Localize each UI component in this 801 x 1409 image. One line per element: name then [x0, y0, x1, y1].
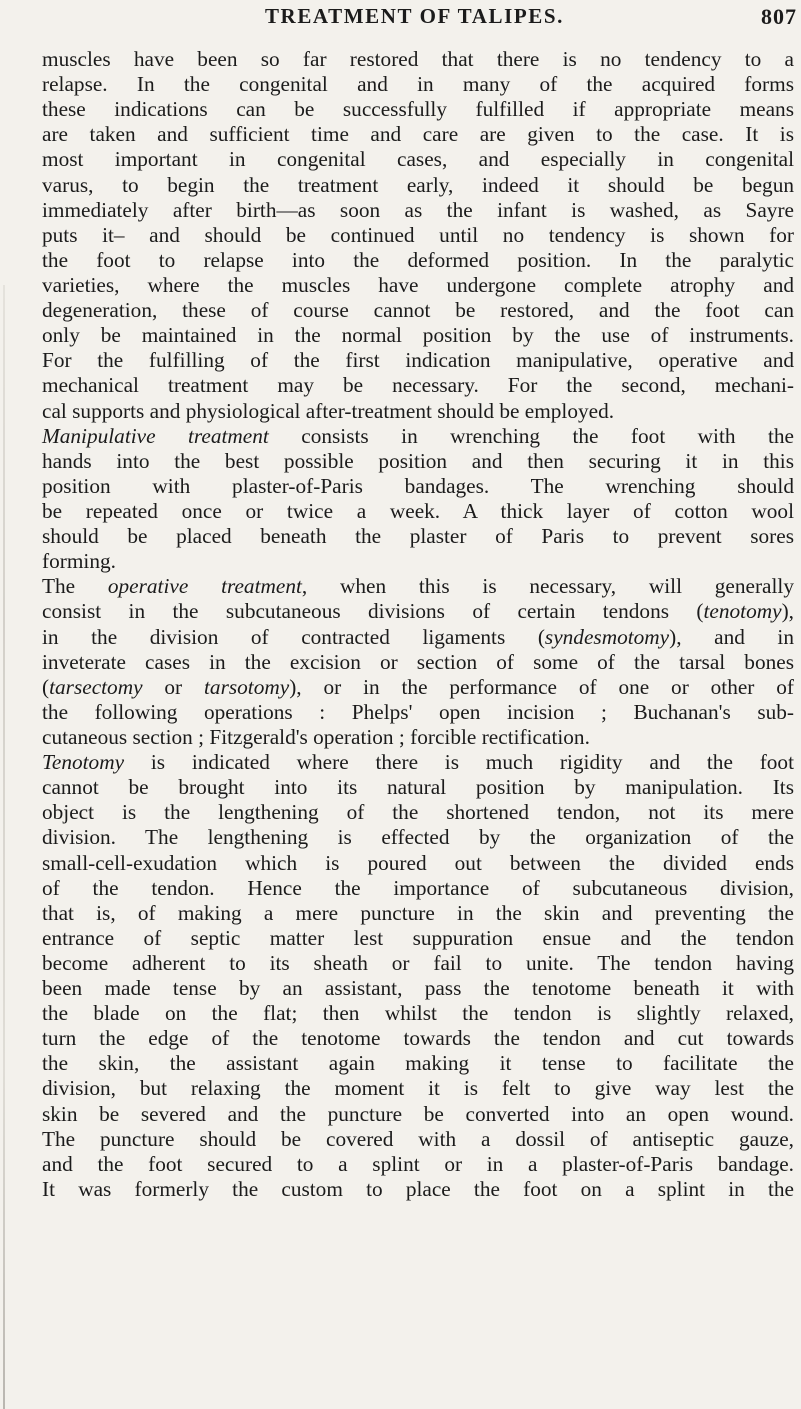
italic-term: tarsectomy — [49, 674, 143, 699]
text-line: inveterate cases in the excision or section of some of the tarsal bones — [42, 649, 794, 674]
text-line: in the division of contracted ligaments (syndesmotomy), and in — [42, 624, 794, 649]
text-line: position with plaster-of-Paris bandages. The wrenching should — [42, 473, 794, 498]
italic-term: operative treatment — [107, 574, 302, 599]
text-line: varus, to begin the treatment early, indeed it should be begun — [42, 172, 794, 197]
text-line: are taken and sufficient time and care are given to the case. It is — [42, 122, 794, 147]
text-line: forming. — [42, 549, 116, 574]
text-line: these indications can be successfully fulfilled if appropriate means — [42, 97, 794, 122]
italic-term: Tenotomy — [42, 750, 125, 775]
body-text — [42, 47, 794, 1202]
text-line: the following operations : Phelps' open incision ; Buchanan's sub- — [42, 699, 794, 724]
text-line: Tenotomy is indicated where there is much rigidity and the foot — [42, 750, 794, 775]
text-line: of the tendon. Hence the importance of subcutaneous division, — [42, 875, 794, 900]
text-line: been made tense by an assistant, pass the tenotome beneath it with — [42, 976, 794, 1001]
text-line: cannot be brought into its natural position by manipulation. Its — [42, 775, 794, 800]
text-line: cutaneous section ; Fitzgerald's operation ; forcible rectification. — [42, 724, 590, 749]
text-line: relapse. In the congenital and in many of the acquired forms — [42, 72, 794, 97]
text-line: The puncture should be covered with a dossil of antiseptic gauze, — [42, 1126, 794, 1151]
text-line: most important in congenital cases, and especially in congenital — [42, 147, 794, 172]
text-line: the skin, the assistant again making it tense to facilitate the — [42, 1051, 794, 1076]
text-line: hands into the best possible position and then securing it in this — [42, 448, 794, 473]
text-line: the blade on the flat; then whilst the tendon is slightly relaxed, — [42, 1001, 794, 1026]
text-line: Manipulative treatment consists in wrenching the foot with the — [42, 423, 794, 448]
text-line: small-cell-exudation which is poured out between the divided ends — [42, 850, 794, 875]
text-line: the foot to relapse into the deformed position. In the paralytic — [42, 247, 794, 272]
text-line: (tarsectomy or tarsotomy), or in the performance of one or other of — [42, 674, 794, 699]
running-title: TREATMENT OF TALIPES. — [264, 4, 565, 28]
text-line: that is, of making a mere puncture in the skin and preventing the — [42, 900, 794, 925]
text-line: division. The lengthening is effected by the organization of the — [42, 825, 794, 850]
text-line: object is the lengthening of the shortened tendon, not its mere — [42, 800, 794, 825]
text-line: mechanical treatment may be necessary. For the second, mechani- — [42, 373, 794, 398]
text-line: should be placed beneath the plaster of Paris to prevent sores — [42, 524, 794, 549]
running-head — [0, 4, 801, 30]
text-line: cal supports and physiological after-treatment should be employed. — [42, 398, 615, 423]
text-line: muscles have been so far restored that there is no tendency to a — [42, 47, 794, 71]
text-line: degeneration, these of course cannot be restored, and the foot can — [42, 298, 794, 323]
text-line: varieties, where the muscles have undergone complete atrophy and — [42, 272, 794, 297]
text-line: entrance of septic matter lest suppuration ensue and the tendon — [42, 925, 794, 950]
text-line: become adherent to its sheath or fail to unite. The tendon having — [42, 950, 794, 975]
page-edge-shadow — [3, 285, 5, 1409]
text-line: The operative treatment, when this is necessary, will generally — [42, 574, 794, 599]
text-line: consist in the subcutaneous divisions of certain tendons (tenotomy), — [42, 599, 794, 624]
text-line: puts it– and should be continued until no tendency is shown for — [42, 222, 794, 247]
text-line: division, but relaxing the moment it is felt to give way lest the — [42, 1076, 794, 1101]
text-line: It was formerly the custom to place the foot on a splint in the — [42, 1176, 794, 1201]
italic-term: tarsotomy — [204, 674, 290, 699]
text-line: be repeated once or twice a week. A thick layer of cotton wool — [42, 498, 794, 523]
italic-term: Manipulative treatment — [42, 423, 269, 448]
text-line: skin be severed and the puncture be converted into an open wound. — [42, 1101, 794, 1126]
italic-term: tenotomy — [703, 599, 782, 624]
text-line: For the fulfilling of the first indication manipulative, operative and — [42, 348, 794, 373]
text-line: only be maintained in the normal position by the use of instruments. — [42, 323, 794, 348]
text-line: turn the edge of the tenotome towards the tendon and cut towards — [42, 1026, 794, 1051]
text-line: immediately after birth—as soon as the infant is washed, as Sayre — [42, 197, 794, 222]
page-number: 807 — [761, 4, 797, 29]
italic-term: syndesmotomy — [544, 624, 670, 649]
text-line: and the foot secured to a splint or in a plaster-of-Paris bandage. — [42, 1151, 794, 1176]
